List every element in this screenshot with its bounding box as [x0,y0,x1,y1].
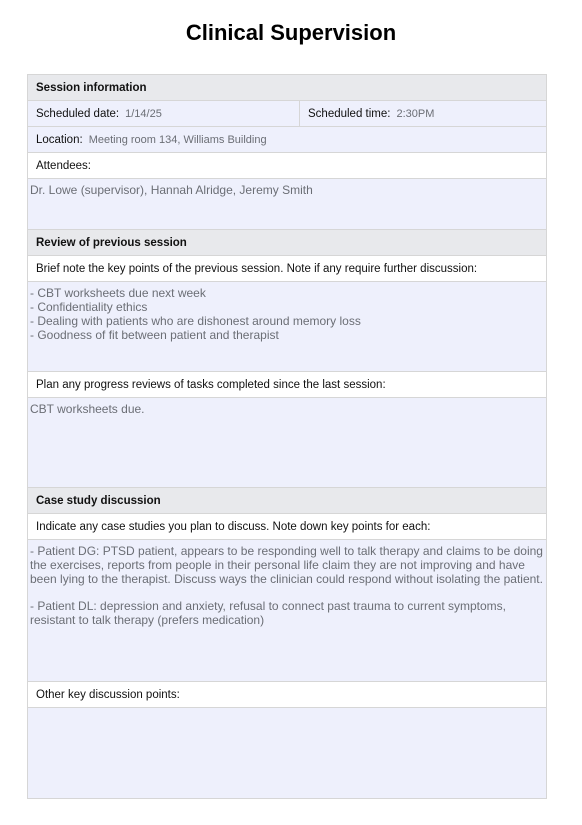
case-dl-line: - Patient DL: depression and anxiety, refusal to connect past trauma to current symptoms, [30,599,507,613]
review-note-line: - Goodness of fit between patient and therapist [30,328,279,342]
case-dg-line: the exercises, reports from people in their personal life claim they are not improving and have [30,558,525,572]
review-notes-field[interactable] [28,282,546,372]
progress-prompt: Plan any progress reviews of tasks completed since the last session: [28,372,546,398]
date-time-row [28,101,546,127]
scheduled-time-label: Scheduled time: [308,107,391,120]
review-prompt: Brief note the key points of the previous session. Note if any require further discussion: [28,256,546,282]
review-note-line: - Confidentiality ethics [30,300,148,314]
location-field[interactable] [28,127,546,153]
page-title: Clinical Supervision [185,20,397,45]
section-header-session: Session information [28,75,546,101]
scheduled-time-value: 2:30PM [396,107,435,120]
attendees-label: Attendees: [28,153,546,179]
progress-field[interactable] [28,398,546,488]
spacer [30,586,544,599]
scheduled-date-value: 1/14/25 [125,107,162,120]
section-header-case: Case study discussion [28,488,546,514]
other-points-label: Other key discussion points: [28,682,546,708]
progress-value: CBT worksheets due. [30,402,145,416]
scheduled-date-label: Scheduled date: [36,107,120,120]
location-label: Location: [36,133,83,146]
attendees-field[interactable] [28,179,546,230]
case-dl-line: resistant to talk therapy (prefers medication) [30,613,265,627]
scheduled-time-field[interactable] [300,101,434,126]
case-dg-line: - Patient DG: PTSD patient, appears to be responding well to talk therapy and claims to be doing [30,544,543,558]
supervision-form [27,74,547,799]
attendees-value: Dr. Lowe (supervisor), Hannah Alridge, Jeremy Smith [30,183,313,197]
review-note-line: - Dealing with patients who are dishonest around memory loss [30,314,361,328]
case-prompt: Indicate any case studies you plan to discuss. Note down key points for each: [28,514,546,540]
case-notes-field[interactable] [28,540,546,682]
other-points-field[interactable] [28,708,546,798]
section-header-review: Review of previous session [28,230,546,256]
review-note-line: - CBT worksheets due next week [30,286,206,300]
scheduled-date-field[interactable] [28,101,300,126]
case-dg-line: been lying to the therapist. Discuss ways the clinician could respond without isolating the patient. [30,572,543,586]
location-value: Meeting room 134, Williams Building [88,133,267,146]
